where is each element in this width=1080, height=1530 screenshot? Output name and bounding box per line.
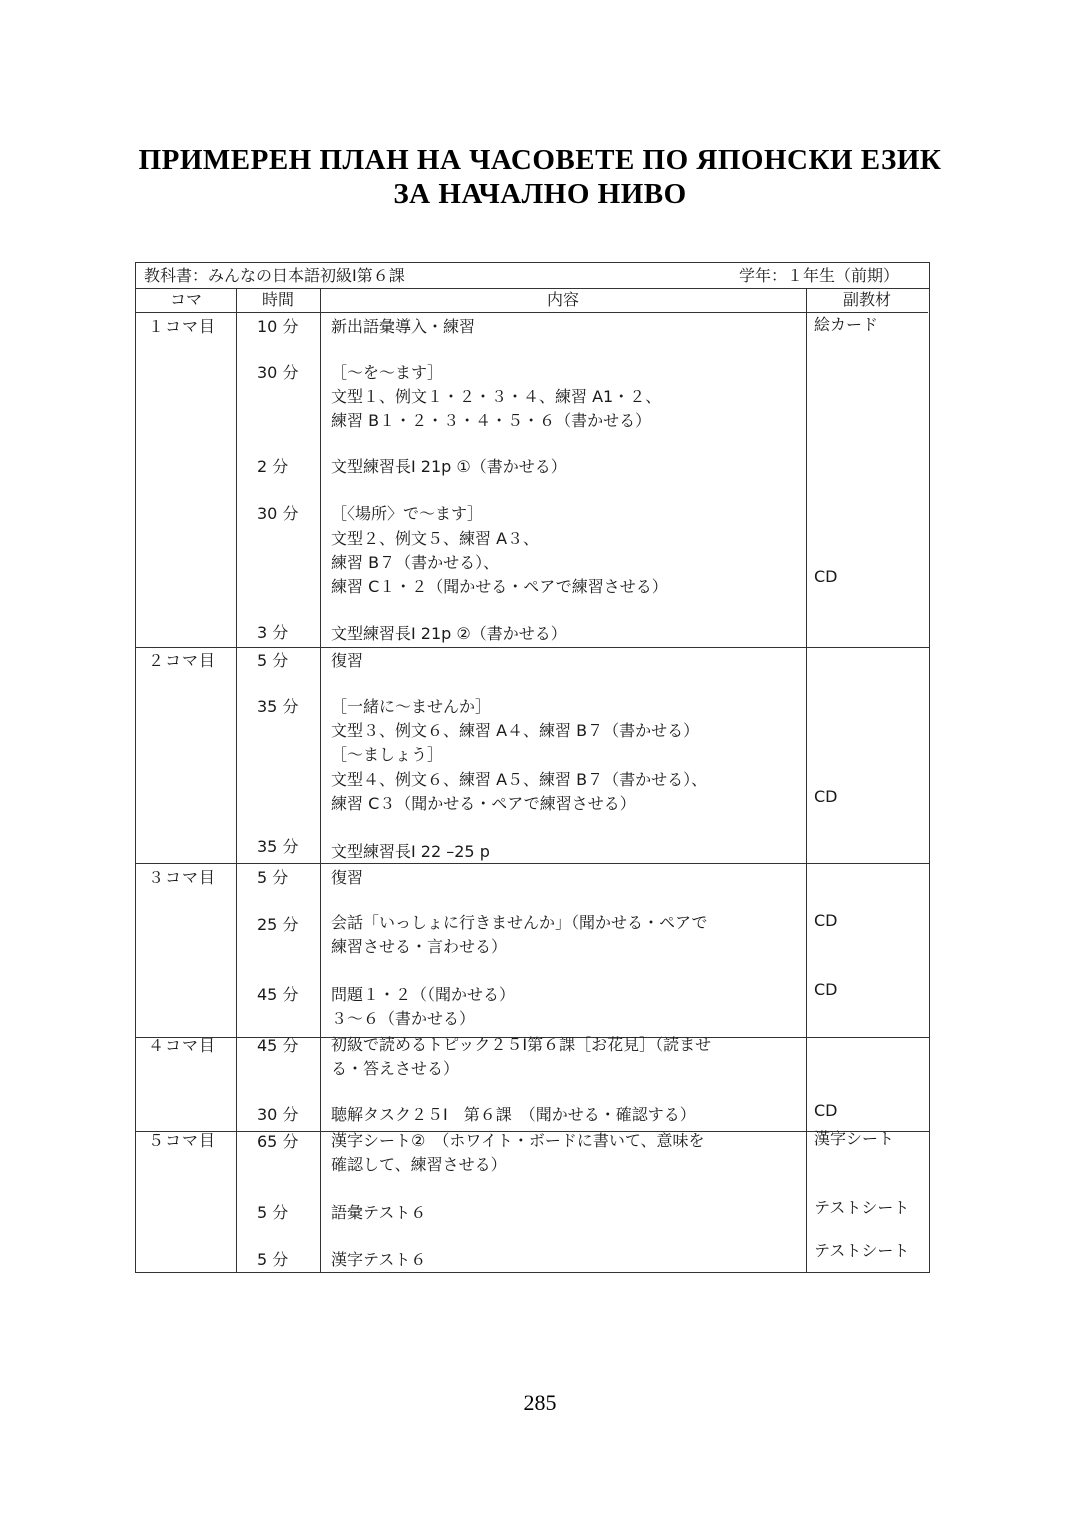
row-divider: [136, 647, 929, 648]
content-line: 練習させる・言わせる）: [331, 937, 508, 956]
time-cell: 30 分: [257, 504, 299, 523]
content-line: ［〈場所〉で～ます］: [331, 504, 484, 523]
period-label: ５コマ目: [148, 1131, 217, 1150]
content-line: 文型４、例文６、練習 A５、練習 B７（書かせる）、: [331, 770, 708, 789]
content-line: 文型３、例文６、練習 A４、練習 B７（書かせる）: [331, 721, 700, 740]
time-cell: 25 分: [257, 915, 299, 934]
content-line: 文型２、例文５、練習 A３、: [331, 529, 540, 548]
time-cell: 5 分: [257, 1203, 289, 1222]
column-divider: [236, 289, 237, 1272]
table-header-bar: [136, 263, 929, 289]
time-cell: 45 分: [257, 985, 299, 1004]
column-header-content: 内容: [320, 289, 806, 313]
time-cell: 65 分: [257, 1132, 299, 1151]
material-cell: 絵カード: [814, 315, 879, 334]
content-line: ［一緒に～ませんか］: [331, 697, 492, 716]
content-line: 語彙テスト６: [331, 1203, 427, 1222]
content-line: ３～６（書かせる）: [331, 1009, 476, 1028]
time-cell: 10 分: [257, 317, 299, 336]
content-line: 文型練習長Ⅰ 21p ①（書かせる）: [331, 457, 567, 476]
material-cell: テストシート: [814, 1198, 910, 1217]
content-line: る・答えさせる）: [331, 1059, 460, 1078]
time-cell: 45 分: [257, 1036, 299, 1055]
content-line: 問題１・２（（聞かせる）: [331, 985, 516, 1004]
material-cell: テストシート: [814, 1241, 910, 1260]
content-line: 復習: [331, 651, 364, 670]
content-line: 練習 C１・２（聞かせる・ペアで練習させる）: [331, 577, 668, 596]
period-label: １コマ目: [148, 317, 217, 336]
page-title-line2: ЗА НАЧАЛНО НИВО: [393, 178, 687, 210]
content-line: 練習 B７（書かせる）、: [331, 553, 500, 572]
content-line: ［～を～ます］: [331, 363, 444, 382]
page-title-line1: ПРИМЕРЕН ПЛАН НА ЧАСОВЕТЕ ПО ЯПОНСКИ ЕЗИК: [138, 144, 942, 176]
content-line: 文型練習長Ⅰ 21p ②（書かせる）: [331, 624, 567, 643]
page-number: 285: [523, 1390, 557, 1415]
time-cell: 35 分: [257, 697, 299, 716]
column-divider: [806, 289, 807, 1272]
content-line: 練習 B１・２・３・４・５・６（書かせる）: [331, 411, 652, 430]
content-line: 会話「いっしょに行きませんか」（聞かせる・ペアで: [331, 913, 708, 932]
time-cell: 5 分: [257, 651, 289, 670]
period-label: ３コマ目: [148, 868, 217, 887]
material-cell: CD: [814, 787, 838, 806]
column-header-time: 時間: [236, 289, 320, 313]
content-line: 確認して、練習させる）: [331, 1155, 507, 1174]
content-line: 初級で読めるトピック２５Ⅰ第６課［お花見］（読ませ: [331, 1035, 712, 1054]
content-line: 復習: [331, 868, 364, 887]
content-line: 練習 C３（聞かせる・ペアで練習させる）: [331, 794, 636, 813]
row-divider: [136, 863, 929, 864]
material-cell: CD: [814, 980, 838, 999]
column-divider: [320, 289, 321, 1272]
time-cell: 5 分: [257, 1250, 289, 1269]
column-header-material: 副教材: [806, 289, 928, 313]
content-line: 文型練習長Ⅰ 22 –25 p: [331, 842, 490, 861]
time-cell: 30 分: [257, 363, 299, 382]
content-line: 聴解タスク２５Ⅰ 第６課 （聞かせる・確認する）: [331, 1105, 696, 1124]
content-line: 文型１、例文１・２・３・４、練習 A1・２、: [331, 387, 662, 406]
content-line: 漢字シート② （ホワイト・ボードに書いて、意味を: [331, 1131, 705, 1150]
material-cell: CD: [814, 1101, 838, 1120]
content-line: 漢字テスト６: [331, 1250, 427, 1269]
time-cell: 35 分: [257, 837, 299, 856]
time-cell: 5 分: [257, 868, 289, 887]
material-cell: 漢字シート: [814, 1129, 895, 1148]
period-label: ２コマ目: [148, 651, 217, 670]
material-cell: CD: [814, 567, 838, 586]
time-cell: 30 分: [257, 1105, 299, 1124]
column-header-period: コマ: [136, 289, 236, 313]
textbook-label: 教科書：みんなの日本語初級Ⅰ第６課: [144, 266, 405, 285]
time-cell: 2 分: [257, 457, 289, 476]
period-label: ４コマ目: [148, 1036, 217, 1055]
time-cell: 3 分: [257, 623, 289, 642]
content-line: 新出語彙導入・練習: [331, 317, 476, 336]
content-line: ［～ましょう］: [331, 745, 444, 764]
material-cell: CD: [814, 911, 838, 930]
grade-label: 学年：１年生（前期）: [738, 266, 899, 285]
lesson-plan-table: [135, 262, 930, 1273]
